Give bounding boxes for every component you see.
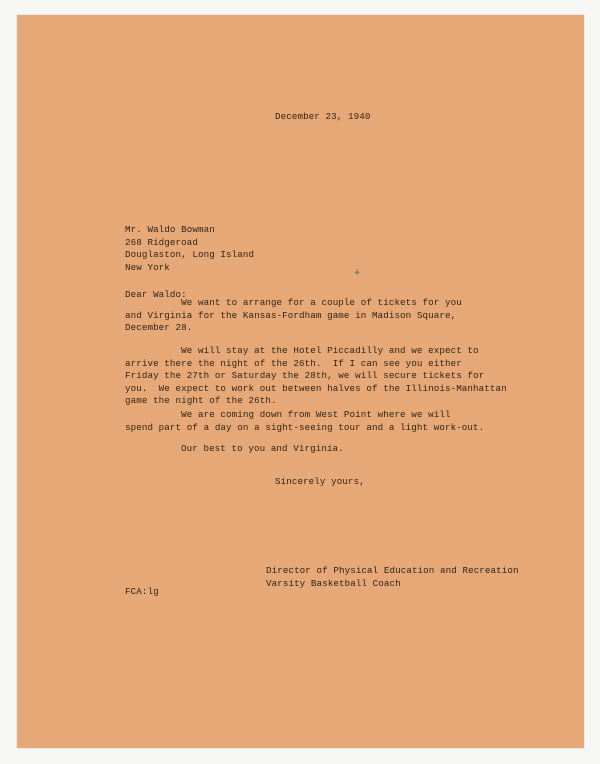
paragraph-1-line: We want to arrange for a couple of tickets for you: [125, 297, 462, 308]
letter-date: December 23, 1940: [275, 111, 371, 122]
signature-block: [266, 565, 519, 590]
typist-initials: FCA:lg: [125, 586, 159, 597]
recipient-name: Mr. Waldo Bowman: [125, 224, 215, 235]
paragraph-3: [125, 409, 484, 434]
paragraph-2: [125, 345, 507, 408]
paragraph-1-line: and Virginia for the Kansas-Fordham game in Madison Square,: [125, 309, 457, 321]
recipient-state: New York: [125, 261, 170, 273]
paragraph-3-line: spend part of a day on a sight-seeing tour and a light work-out.: [125, 421, 485, 433]
paragraph-2-line: game the night of the 26th.: [125, 395, 277, 407]
paragraph-4: Our best to you and Virginia.: [181, 443, 344, 454]
paragraph-3-line: We are coming down from West Point where we will: [125, 409, 451, 420]
paragraph-2-line: Friday the 27th or Saturday the 28th, we will secure tickets for: [125, 370, 485, 382]
stray-mark: ✦: [353, 268, 362, 279]
closing: Sincerely yours,: [275, 476, 365, 487]
recipient-street: 268 Ridgeroad: [125, 236, 198, 248]
paragraph-1: [125, 297, 462, 335]
paragraph-2-line: We will stay at the Hotel Piccadilly and we expect to: [125, 345, 479, 356]
paragraph-1-line: December 28.: [125, 322, 193, 334]
signature-title-2: Varsity Basketball Coach: [266, 577, 401, 589]
paragraph-2-line: arrive there the night of the 26th. If I can see you either: [125, 357, 462, 369]
recipient-address: [125, 224, 254, 274]
recipient-city: Douglaston, Long Island: [125, 249, 255, 261]
paragraph-2-line: you. We expect to work out between halves of the Illinois-Manhattan: [125, 382, 507, 394]
signature-title-1: Director of Physical Education and Recreation: [266, 565, 519, 576]
salutation: Dear Waldo:: [125, 289, 187, 300]
